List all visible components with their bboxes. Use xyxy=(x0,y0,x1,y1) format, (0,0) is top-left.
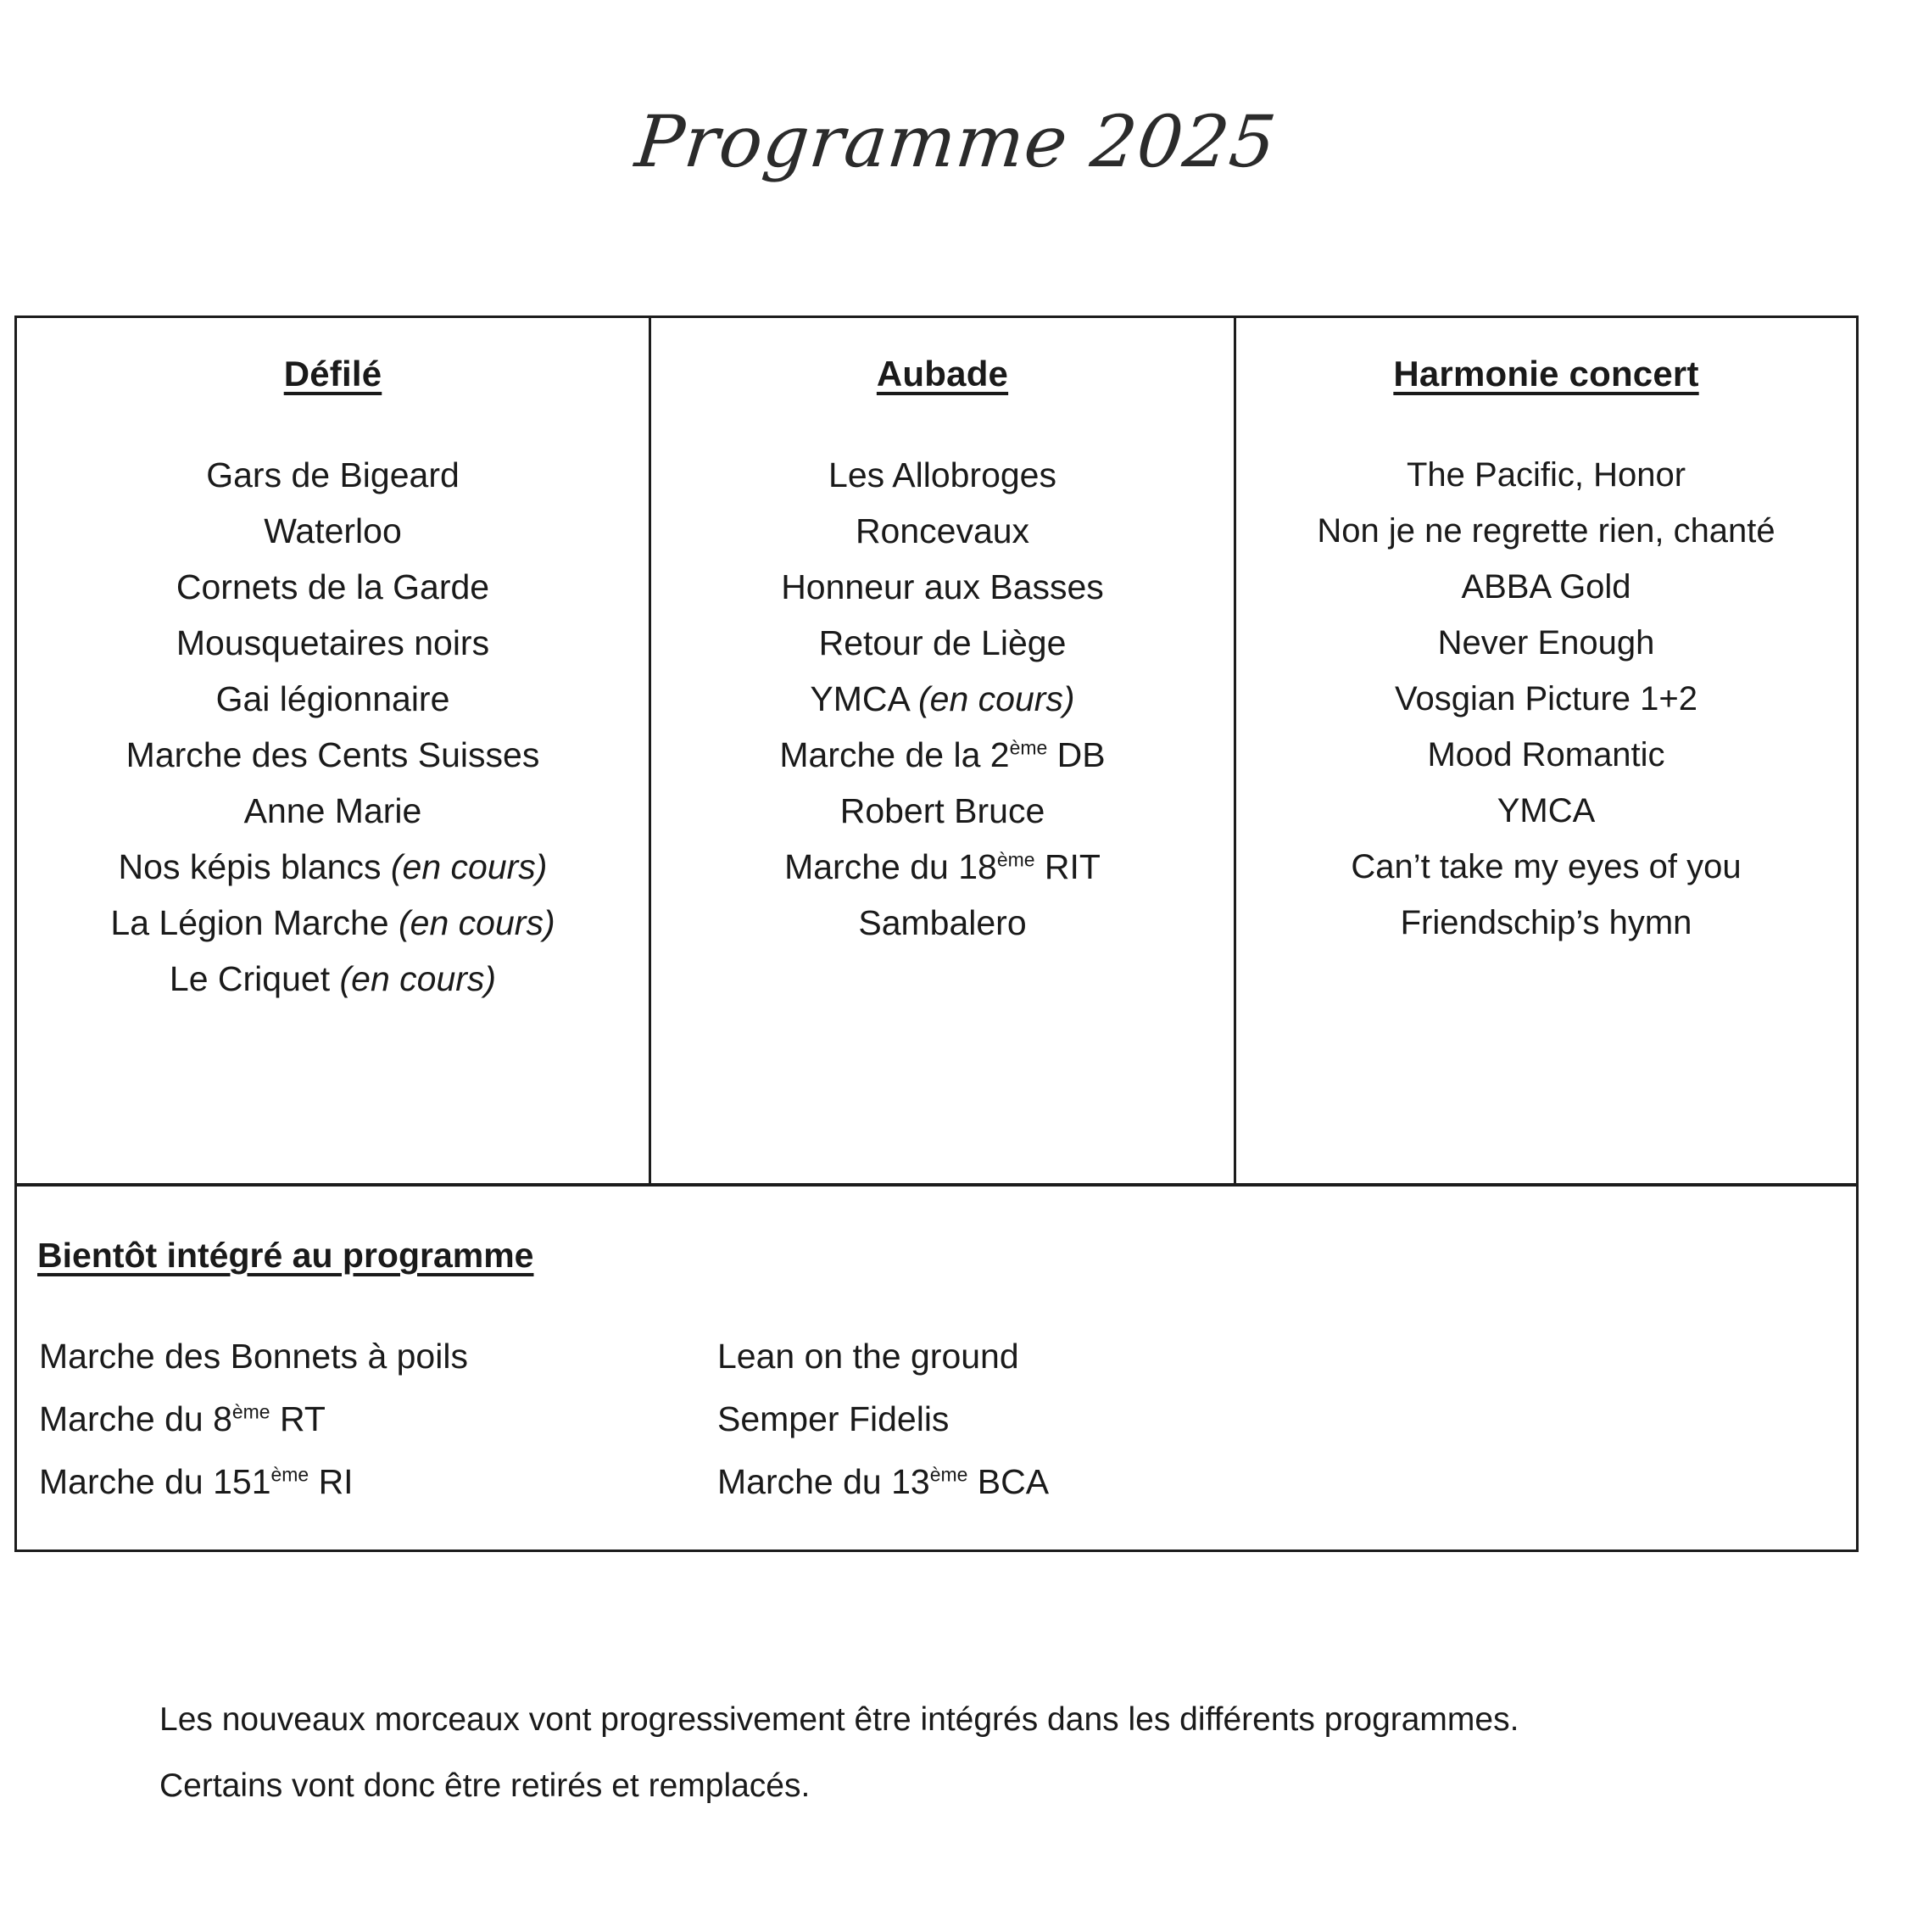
song-list-item xyxy=(1236,783,1856,839)
song-list-item xyxy=(17,783,649,839)
song-list-item xyxy=(1236,447,1856,503)
ordinal-suffix: ème xyxy=(231,1400,270,1423)
song-title: ABBA Gold xyxy=(1461,568,1631,606)
song-list-item xyxy=(1236,895,1856,951)
soon-to-be-added-section xyxy=(17,1183,1856,1550)
soon-list-item xyxy=(717,1388,1049,1450)
harmonie-song-list xyxy=(1236,447,1856,951)
song-title: YMCA xyxy=(810,679,909,718)
soon-section-header: Bientôt intégré au programme xyxy=(37,1236,534,1275)
song-list-item xyxy=(1236,671,1856,727)
song-title: Friendschip’s hymn xyxy=(1400,904,1692,941)
soon-list-item xyxy=(717,1450,1049,1513)
song-list-item xyxy=(651,671,1234,727)
soon-title: Marche du 8 xyxy=(39,1399,232,1438)
song-title: Gars de Bigeard xyxy=(206,455,460,494)
song-list-item xyxy=(17,615,649,671)
song-list-item xyxy=(651,447,1234,503)
soon-title: Marche du 13 xyxy=(717,1462,930,1501)
aubade-song-list xyxy=(651,447,1234,951)
ordinal-suffix: ème xyxy=(996,848,1035,871)
song-title: Roncevaux xyxy=(855,511,1030,550)
soon-list-item xyxy=(39,1388,717,1450)
song-list-item xyxy=(17,951,649,1007)
soon-list-left xyxy=(32,1325,717,1513)
song-list-item xyxy=(651,615,1234,671)
song-status-note: (en cours) xyxy=(918,679,1075,718)
soon-list-right xyxy=(717,1325,1049,1513)
song-title: Retour de Liège xyxy=(818,623,1067,662)
defile-song-list xyxy=(17,447,649,1007)
programme-column-harmonie xyxy=(1236,318,1856,1183)
song-title: Marche des Cents Suisses xyxy=(125,735,540,774)
column-header-aubade: Aubade xyxy=(876,354,1009,394)
song-list-item xyxy=(1236,503,1856,559)
song-list-item xyxy=(1236,559,1856,615)
song-title-tail: RIT xyxy=(1034,847,1101,886)
ordinal-suffix: ème xyxy=(1009,736,1048,759)
soon-title: Lean on the ground xyxy=(717,1337,1019,1376)
song-title: Gai légionnaire xyxy=(215,679,450,718)
soon-list-item xyxy=(39,1325,717,1388)
song-list-item xyxy=(651,783,1234,839)
song-title: Cornets de la Garde xyxy=(176,567,490,606)
song-title: Mood Romantic xyxy=(1427,736,1665,773)
soon-title-tail: BCA xyxy=(967,1462,1050,1501)
soon-title: Marche des Bonnets à poils xyxy=(39,1337,468,1376)
footnote xyxy=(159,1698,1770,1830)
song-list-item xyxy=(17,671,649,727)
programme-columns xyxy=(17,318,1856,1183)
song-list-item xyxy=(651,503,1234,559)
ordinal-suffix: ème xyxy=(270,1463,309,1486)
song-title: Anne Marie xyxy=(243,791,422,830)
song-title: Marche de la 2 xyxy=(779,735,1010,774)
footnote-line-1: Les nouveaux morceaux vont progressivement être intégrés dans les différents programmes. xyxy=(159,1701,1519,1738)
song-list-item xyxy=(17,559,649,615)
song-title: Nos képis blancs xyxy=(118,847,382,886)
song-list-item xyxy=(17,727,649,783)
song-title: Sambalero xyxy=(858,903,1027,942)
song-list-item xyxy=(1236,839,1856,895)
song-list-item xyxy=(651,895,1234,951)
song-title: The Pacific, Honor xyxy=(1406,456,1686,494)
song-title: Honneur aux Basses xyxy=(781,567,1104,606)
song-list-item xyxy=(651,727,1234,783)
soon-title: Semper Fidelis xyxy=(717,1399,950,1438)
programme-column-aubade xyxy=(651,318,1236,1183)
song-title: Waterloo xyxy=(264,511,402,550)
soon-title-tail: RI xyxy=(309,1462,354,1501)
footnote-line-2: Certains vont donc être retirés et remplacés. xyxy=(159,1767,811,1804)
song-list-item xyxy=(651,839,1234,895)
song-list-item xyxy=(1236,615,1856,671)
song-title: Non je ne regrette rien, chanté xyxy=(1317,512,1775,550)
song-status-note: (en cours) xyxy=(339,959,497,998)
programme-table xyxy=(14,315,1859,1552)
song-list-item xyxy=(17,895,649,951)
page-title: Programme 2025 xyxy=(631,100,1281,184)
soon-title: Marche du 151 xyxy=(39,1462,271,1501)
song-list-item xyxy=(1236,727,1856,783)
song-title-tail: DB xyxy=(1047,735,1106,774)
song-title: Vosgian Picture 1+2 xyxy=(1395,680,1697,718)
song-list-item xyxy=(651,559,1234,615)
programme-column-defile xyxy=(17,318,651,1183)
soon-title-tail: RT xyxy=(270,1399,326,1438)
song-list-item xyxy=(17,447,649,503)
song-title: Les Allobroges xyxy=(828,455,1056,494)
soon-list-item xyxy=(717,1325,1049,1388)
column-header-harmonie: Harmonie concert xyxy=(1393,354,1699,394)
song-title: Marche du 18 xyxy=(784,847,997,886)
song-title: Le Criquet xyxy=(169,959,331,998)
song-title: La Légion Marche xyxy=(110,903,389,942)
song-title: Never Enough xyxy=(1437,624,1655,662)
soon-list-item xyxy=(39,1450,717,1513)
song-title: YMCA xyxy=(1497,792,1596,829)
column-header-defile: Défilé xyxy=(283,354,382,394)
song-title: Robert Bruce xyxy=(839,791,1045,830)
song-list-item xyxy=(17,839,649,895)
song-title: Can’t take my eyes of you xyxy=(1351,848,1742,885)
song-title: Mousquetaires noirs xyxy=(176,623,490,662)
ordinal-suffix: ème xyxy=(929,1463,968,1486)
soon-columns xyxy=(32,1325,1856,1513)
song-status-note: (en cours) xyxy=(390,847,548,886)
song-list-item xyxy=(17,503,649,559)
song-status-note: (en cours) xyxy=(399,903,555,942)
